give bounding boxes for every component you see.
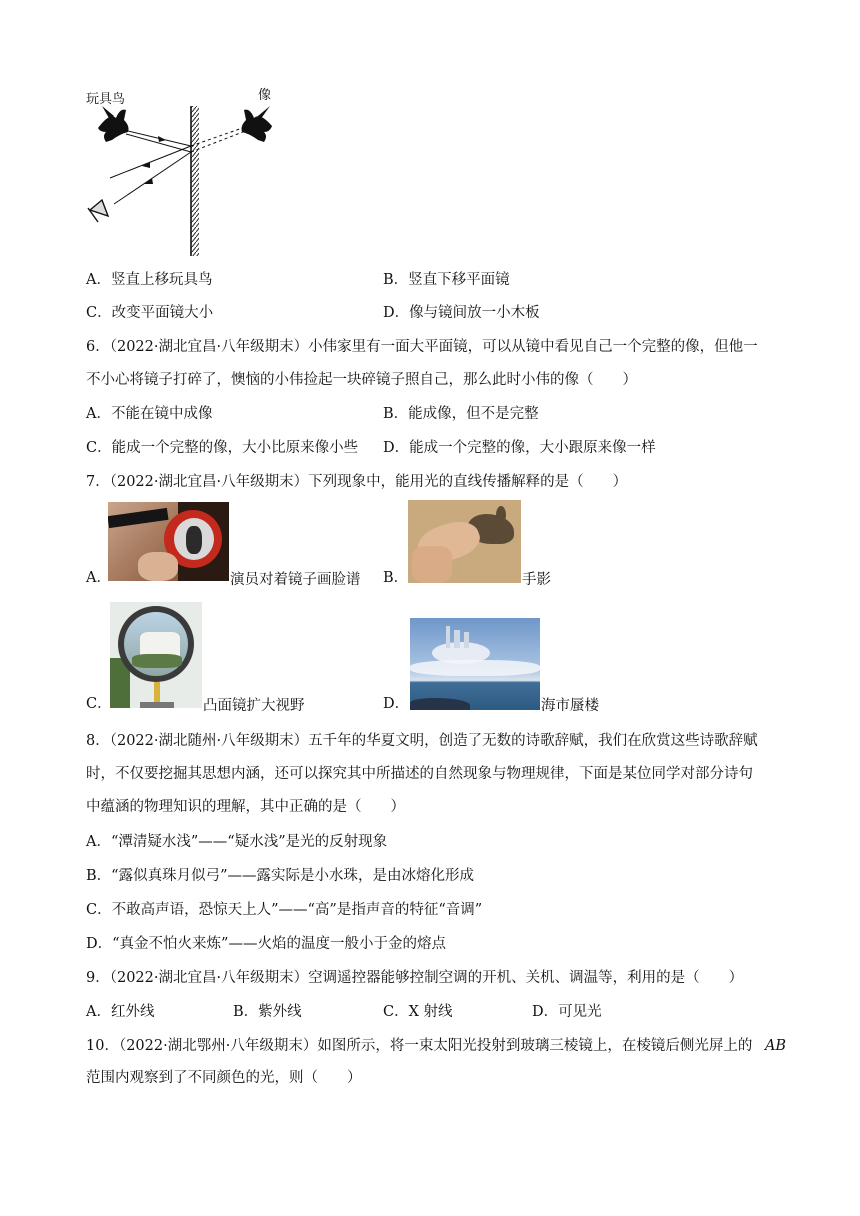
q7-option-d-caption: 海市蜃楼 (541, 698, 599, 714)
q8-option-a: A．“潭清疑水浅”——“疑水浅”是光的反射现象 (86, 834, 388, 850)
q9-option-d: D．可见光 (532, 1004, 602, 1020)
mirror-hatching (191, 106, 199, 256)
q6-option-b: B．能成像，但不是完整 (383, 406, 539, 422)
q9-option-b: B．紫外线 (233, 1004, 302, 1020)
q6-option-c: C．能成一个完整的像，大小比原来像小些 (86, 440, 359, 456)
q8-option-c: C．不敢高声语，恐惊天上人”——“高”是指声音的特征“音调” (86, 902, 483, 918)
q6-stem-line1: 6．（2022·湖北宜昌·八年级期末）小伟家里有一面大平面镜，可以从镜中看见自己一个完整的像，但他一 (86, 339, 758, 355)
q7-option-d-letter: D． (383, 696, 410, 712)
toy-bird-icon (98, 106, 129, 142)
q5-option-a: A．竖直上移玩具鸟 (86, 272, 213, 288)
q8-stem-line1: 8．（2022·湖北随州·八年级期末）五千年的华夏文明，创造了无数的诗歌辞赋，我们在欣赏这些诗歌辞赋 (86, 733, 758, 749)
q9-stem-line1: 9．（2022·湖北宜昌·八年级期末）空调遥控器能够控制空调的开机、关机、调温等，利用的是（ ） (86, 970, 744, 986)
q8-option-b: B．“露似真珠月似弓”——露实际是小水珠，是由冰熔化形成 (86, 868, 474, 884)
q10-stem-line2: 范围内观察到了不同颜色的光，则（ ） (86, 1070, 362, 1086)
mirror-diagram (80, 82, 290, 260)
q6-option-d: D．能成一个完整的像，大小跟原来像一样 (383, 440, 656, 456)
toy-bird-label: 玩具鸟 (86, 92, 126, 107)
q6-option-a: A．不能在镜中成像 (86, 406, 213, 422)
q10-stem-line1 (86, 1036, 786, 1056)
q7-stem-line1: 7．（2022·湖北宜昌·八年级期末）下列现象中，能用光的直线传播解释的是（ ） (86, 474, 628, 490)
q8-stem-line2: 时，不仅要挖掘其思想内涵，还可以探究其中所描述的自然现象与物理规律，下面是某位同学对部分诗句 (86, 766, 753, 782)
mirage-photo (410, 618, 540, 710)
diagram-drawing (80, 82, 290, 260)
q7-option-b-letter: B． (383, 570, 409, 586)
q9-option-a: A．红外线 (86, 1004, 155, 1020)
q5-option-d: D．像与镜间放一小木板 (383, 305, 540, 321)
q7-option-c-caption: 凸面镜扩大视野 (203, 698, 305, 714)
q5-option-b: B．竖直下移平面镜 (383, 272, 510, 288)
eye-icon (88, 200, 108, 222)
q5-option-c: C．改变平面镜大小 (86, 305, 214, 321)
actor-mirror-photo (108, 502, 229, 581)
q6-stem-line2: 不小心将镜子打碎了，懊恼的小伟捡起一块碎镜子照自己，那么此时小伟的像（ ） (86, 372, 637, 388)
image-label: 像 (258, 88, 272, 103)
q7-option-a-letter: A． (86, 570, 111, 586)
q7-option-c-letter: C． (86, 696, 112, 712)
q7-option-a-caption: 演员对着镜子画脸谱 (230, 572, 361, 588)
hand-shadow-photo (408, 500, 521, 583)
q10-stem-text: 10．（2022·湖北鄂州·八年级期末）如图所示，将一束太阳光投射到玻璃三棱镜上，在棱镜后侧光屏上的 (86, 1038, 753, 1054)
convex-mirror-photo (110, 602, 202, 708)
q8-stem-line3: 中蕴涵的物理知识的理解，其中正确的是（ ） (86, 799, 405, 815)
q7-option-b-caption: 手影 (522, 572, 551, 588)
q10-ab-label: AB (764, 1038, 787, 1054)
q9-option-c: C．X 射线 (383, 1004, 453, 1020)
q8-option-d: D．“真金不怕火来炼”——火焰的温度一般小于金的熔点 (86, 936, 446, 952)
bird-image-icon (242, 106, 273, 142)
